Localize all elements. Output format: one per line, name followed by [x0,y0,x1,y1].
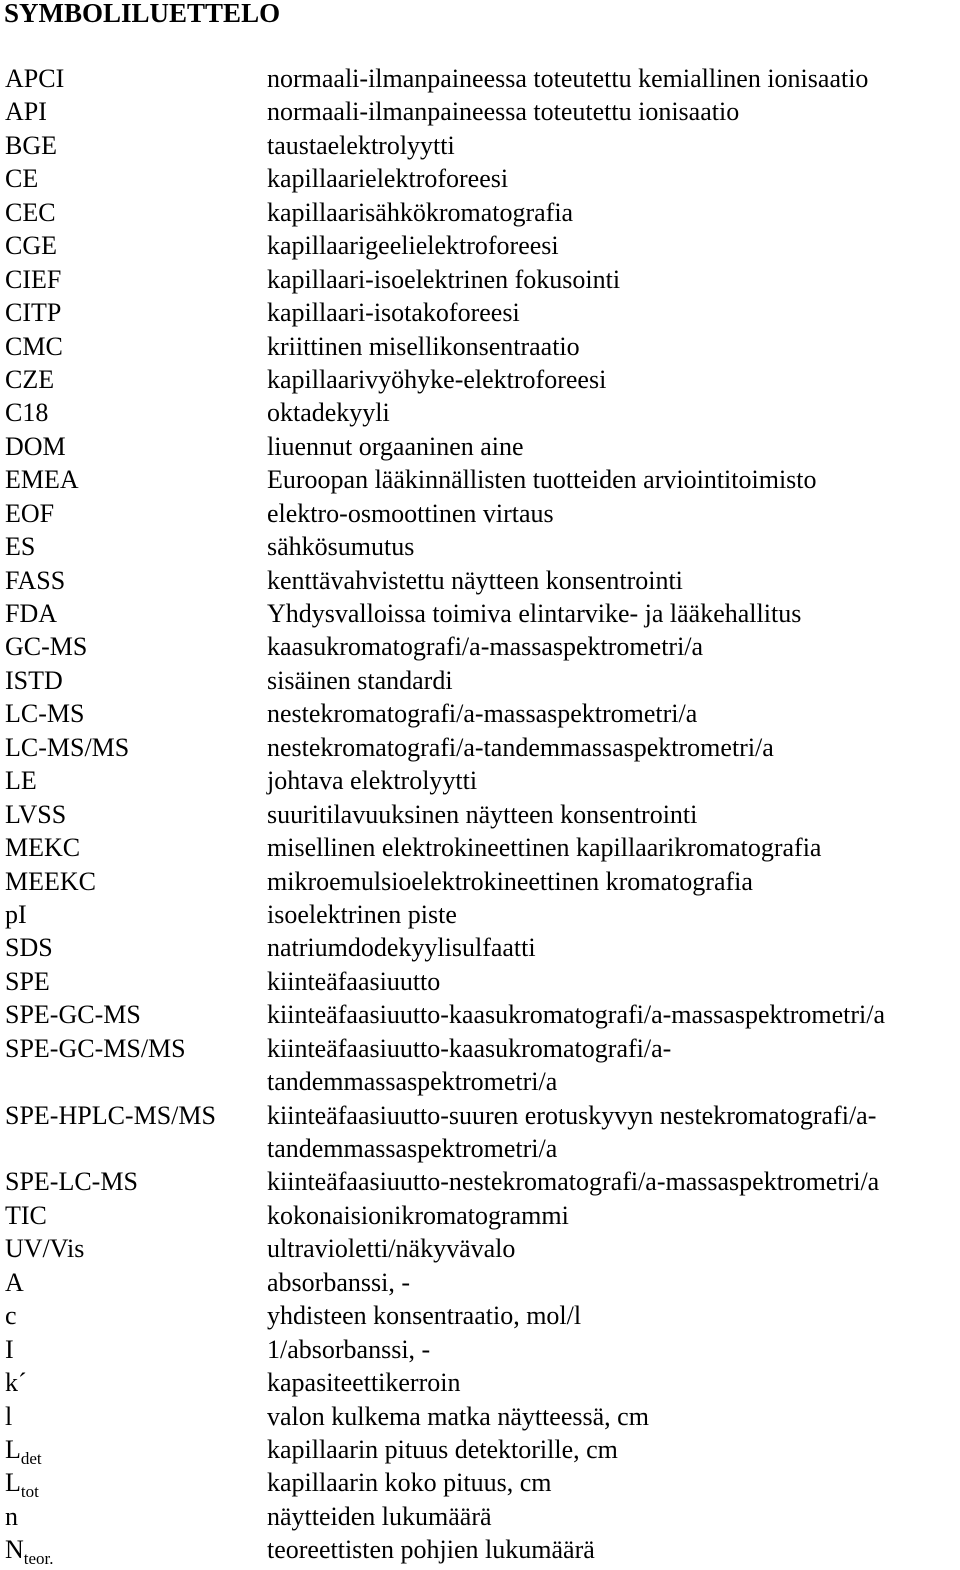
symbol-definition: oktadekyyli [267,398,390,428]
symbol-text: C18 [5,398,49,428]
symbol-text: EOF [5,498,55,528]
symbol-definition: kapillaarivyöhyke-elektroforeesi [267,364,607,394]
symbol-text: API [5,97,47,127]
symbol-text: BGE [5,130,57,160]
symbol-definition: normaali-ilmanpaineessa toteutettu kemiallinen ionisaatio [267,64,869,93]
symbol-entry [0,630,960,663]
symbol-text: SPE-GC-MS/MS [5,1033,186,1063]
symbol-abbreviation [5,1266,24,1299]
symbol-entry [0,396,960,429]
symbol-definition: valon kulkema matka näytteessä, cm [267,1401,649,1431]
symbol-definition: kiinteäfaasiuutto [267,966,441,996]
symbol-entry [0,129,960,162]
symbol-entry [0,865,960,898]
symbol-text: c [5,1301,17,1331]
symbol-definition: kapillaarin koko pituus, cm [267,1468,552,1498]
symbol-text: I [5,1334,14,1364]
symbol-definition: kokonaisionikromatogrammi [267,1200,569,1230]
symbol-definition: absorbanssi, - [267,1267,410,1297]
symbol-definition: normaali-ilmanpaineessa toteutettu ionisaatio [267,97,740,127]
symbol-text: GC-MS [5,632,88,662]
symbol-entry [0,798,960,831]
symbol-definition: kiinteäfaasiuutto-kaasukromatografi/a- [267,1033,672,1063]
symbol-text: APCI [5,64,65,93]
symbol-entry [0,62,960,95]
symbol-abbreviation [5,1199,47,1232]
symbol-entry [0,263,960,296]
symbol-definition: teoreettisten pohjien lukumäärä [267,1535,595,1565]
symbol-text: CE [5,164,39,194]
symbol-text: SDS [5,933,53,963]
symbol-subscript: det [20,1448,42,1468]
symbol-text: TIC [5,1200,47,1230]
symbol-abbreviation [5,965,50,998]
symbol-text: SPE-LC-MS [5,1167,138,1197]
symbol-abbreviation [5,1032,186,1065]
symbol-text: LC-MS/MS [5,732,130,762]
symbol-definition: tandemmassaspektrometri/a [267,1067,558,1097]
symbol-text: pI [5,899,27,929]
symbol-text: ISTD [5,665,63,695]
symbol-entry [0,597,960,630]
symbol-definition: kapasiteettikerroin [267,1368,461,1398]
symbol-definition: kapillaarigeelielektroforeesi [267,231,559,261]
symbol-definition: kapillaari-isoelektrinen fokusointi [267,264,621,294]
symbol-text: CIEF [5,264,62,294]
symbol-entry [0,564,960,597]
symbol-abbreviation [5,931,53,964]
symbol-entry [0,1400,960,1433]
symbol-abbreviation [5,463,79,496]
symbol-definition: kaasukromatografi/a-massaspektrometri/a [267,632,704,662]
symbol-definition: natriumdodekyylisulfaatti [267,933,536,963]
symbol-entry [0,463,960,496]
symbol-abbreviation [5,95,47,128]
symbol-abbreviation [5,497,54,530]
symbol-definition: suuritilavuuksinen näytteen konsentrointi [267,799,698,829]
symbol-text: LC-MS [5,699,85,729]
symbol-text: SPE [5,966,50,996]
symbol-abbreviation [5,162,38,195]
symbol-definition: nestekromatografi/a-tandemmassaspektrometri/a [267,732,774,762]
symbol-definition: sisäinen standardi [267,665,453,695]
symbol-abbreviation [5,1533,54,1569]
symbol-entry [0,95,960,128]
symbol-abbreviation [5,731,129,764]
symbol-entry [0,1333,960,1366]
symbol-entry [0,497,960,530]
symbol-entry [0,162,960,195]
symbol-entry [0,1500,960,1533]
symbol-abbreviation [5,330,63,363]
symbol-definition: näytteiden lukumäärä [267,1501,492,1531]
symbol-abbreviation [5,764,37,797]
symbol-text: MEKC [5,833,81,863]
symbol-abbreviation [5,1299,17,1332]
symbol-definition: kapillaarisähkökromatografia [267,197,574,227]
symbol-entry [0,898,960,931]
symbol-abbreviation [5,296,61,329]
symbol-abbreviation [5,1500,18,1533]
symbol-definition: nestekromatografi/a-massaspektrometri/a [267,699,698,729]
symbol-abbreviation [5,1400,12,1433]
symbol-entry [0,664,960,697]
symbol-definition: liuennut orgaaninen aine [267,431,524,461]
symbol-definition: mikroemulsioelektrokineettinen kromatografia [267,866,753,896]
symbol-abbreviation [5,664,63,697]
symbol-text: CITP [5,298,62,328]
symbol-text: ES [5,532,36,562]
symbol-definition: tandemmassaspektrometri/a [267,1134,558,1163]
symbol-definition: kiinteäfaasiuutto-kaasukromatografi/a-massaspektrometri/a [267,1000,885,1030]
symbol-text: DOM [5,431,66,461]
symbol-entry [0,731,960,764]
symbol-abbreviation [5,363,54,396]
page-title: SYMBOLILUETTELO [4,0,281,28]
symbol-definition: kiinteäfaasiuutto-suuren erotuskyvyn nestekromatografi/a- [267,1100,877,1130]
symbol-definition: yhdisteen konsentraatio, mol/l [267,1301,582,1331]
symbol-abbreviation [5,564,65,597]
symbol-text: CMC [5,331,63,361]
symbol-abbreviation [5,597,57,630]
symbol-abbreviation [5,1165,138,1198]
symbol-abbreviation [5,630,87,663]
symbol-text: LVSS [5,799,67,829]
symbol-text: SPE-GC-MS [5,1000,141,1030]
symbol-text: EMEA [5,465,79,495]
symbol-definition: sähkösumutus [267,532,415,562]
symbol-abbreviation [5,898,27,931]
symbol-entry [0,1466,960,1502]
symbol-entry [0,1165,960,1198]
symbol-abbreviation [5,62,64,95]
symbol-entry [0,931,960,964]
symbol-definition: taustaelektrolyytti [267,130,455,160]
symbol-definition: kapillaarin pituus detektorille, cm [267,1434,618,1464]
symbol-definition: kriittinen misellikonsentraatio [267,331,580,361]
symbol-abbreviation [5,1466,39,1502]
symbol-abbreviation [5,396,48,429]
symbol-text: l [5,1401,13,1431]
symbol-entry [0,1199,960,1232]
symbol-text: SPE-HPLC-MS/MS [5,1100,216,1130]
symbol-text: CEC [5,197,56,227]
symbol-abbreviation [5,229,57,262]
symbol-definition: elektro-osmoottinen virtaus [267,498,554,528]
symbol-abbreviation [5,129,57,162]
symbol-entry [0,363,960,396]
symbol-entry [0,831,960,864]
symbol-abbreviation [5,798,66,831]
symbol-definition: kenttävahvistettu näytteen konsentrointi [267,565,683,595]
symbol-text: A [5,1267,24,1297]
symbol-subscript: teor. [23,1549,54,1569]
symbol-entry [0,196,960,229]
symbol-abbreviation [5,1232,84,1265]
symbol-entry [0,1433,960,1466]
symbol-text: CZE [5,364,55,394]
symbol-entry [0,1032,960,1099]
symbol-entry [0,330,960,363]
symbol-entry [0,1366,960,1399]
symbol-text: LE [5,766,37,796]
symbol-text: UV/Vis [5,1234,85,1264]
symbol-abbreviation [5,1099,216,1132]
symbol-entry [0,1266,960,1299]
symbol-abbreviation [5,1366,27,1399]
symbol-definition: kapillaari-isotakoforeesi [267,298,520,328]
symbol-entry [0,1299,960,1332]
symbol-entry [0,697,960,730]
symbol-definition: misellinen elektrokineettinen kapillaarikromatografia [267,833,822,863]
symbol-entry [0,998,960,1031]
symbol-abbreviation [5,430,66,463]
symbol-text: FASS [5,565,66,595]
symbol-abbreviation [5,865,96,898]
symbol-entry [0,296,960,329]
symbol-entry [0,530,960,563]
symbol-abbreviation [5,831,80,864]
symbol-text: L [5,1434,21,1464]
symbol-definition: johtava elektrolyytti [267,766,478,796]
symbol-list [0,62,960,1567]
symbol-abbreviation [5,1433,42,1469]
symbol-abbreviation [5,196,56,229]
symbol-text: N [5,1535,24,1565]
symbol-text: FDA [5,599,58,628]
symbol-abbreviation [5,1333,14,1366]
symbol-text: MEEKC [5,866,96,896]
symbol-entry [0,1099,960,1166]
symbol-definition: kiinteäfaasiuutto-nestekromatografi/a-massaspektrometri/a [267,1167,880,1197]
symbol-definition: Euroopan lääkinnällisten tuotteiden arviointitoimisto [267,465,817,495]
symbol-abbreviation [5,263,61,296]
symbol-definition: kapillaarielektroforeesi [267,164,509,194]
symbol-definition: Yhdysvalloissa toimiva elintarvike- ja lääkehallitus [267,599,802,628]
symbol-definition: 1/absorbanssi, - [267,1334,431,1364]
symbol-text: CGE [5,231,57,261]
symbol-definition: isoelektrinen piste [267,899,457,929]
symbol-text: n [5,1501,18,1531]
symbol-text: L [5,1468,21,1498]
symbol-text: k´ [5,1368,27,1398]
symbol-abbreviation [5,998,141,1031]
symbol-abbreviation [5,697,84,730]
symbol-abbreviation [5,530,35,563]
symbol-entry [0,430,960,463]
symbol-entry [0,764,960,797]
symbol-definition: ultravioletti/näkyvävalo [267,1234,516,1264]
symbol-entry [0,1533,960,1569]
symbol-entry [0,229,960,262]
symbol-entry [0,1232,960,1265]
symbol-entry [0,965,960,998]
symbol-subscript: tot [20,1482,39,1502]
